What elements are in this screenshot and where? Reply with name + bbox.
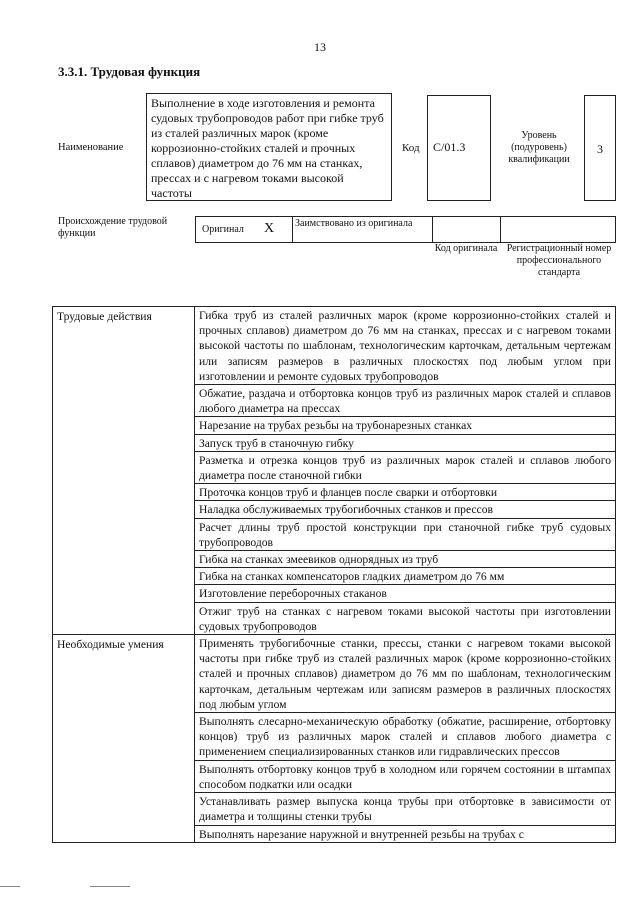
name-label: Наименование [58,142,124,153]
row-category [53,825,195,842]
section-title: 3.3.1. Трудовая функция [58,64,201,79]
code-value: C/01.3 [433,140,466,154]
row-category [53,484,195,501]
row-category [53,568,195,585]
divider [432,217,433,242]
row-description: Наладка обслуживаемых трубогибочных станков и прессов [195,501,616,518]
borrowed-label: Заимствовано из оригинала [295,218,413,229]
code-label: Код [402,142,420,154]
table-row [53,793,616,825]
row-description: Разметка и отрезка концов труб из различных марок сталей и сплавов любого диаметра после станочной гибки [195,451,616,483]
row-description: Выполнять нарезание наружной и внутренней резьбы на трубах с [195,825,616,842]
level-box [584,95,616,201]
table-row [53,451,616,483]
page-edge-mark [90,886,130,887]
row-category [53,434,195,451]
page-number: 13 [314,40,326,54]
table-row [53,602,616,634]
row-description: Гибка на станках компенсаторов гладких диаметром до 76 мм [195,568,616,585]
table-row [53,307,616,385]
row-description: Нарезание на трубах резьбы на трубонарезных станках [195,417,616,434]
table-row [53,568,616,585]
row-description: Гибка труб из сталей различных марок (кроме коррозионно-стойких сталей и прочных сплавов) диаметром до 76 мм на станках, прессах и с нагревом токами высокой частоты по шаблонам, технологическим карточкам, детальным чертежам или записям размеров в различных плоскостях под любым углом при изготовлении и ремонте судовых трубопроводов [195,307,616,385]
table-row [53,518,616,550]
row-description: Выполнять отбортовку концов труб в холодном или горячем состоянии в штампах способом подкатки или осадки [195,760,616,792]
table-row [53,760,616,792]
functions-table [52,306,616,843]
reg-caption: Регистрационный номер профессионального стандарта [506,243,612,278]
table-row [53,501,616,518]
code-box [427,95,491,201]
row-category [53,385,195,417]
code-caption: Код оригинала [434,243,498,254]
level-value: 3 [597,142,603,156]
row-description: Гибка на станках змеевиков однорядных из труб [195,551,616,568]
table-row [53,385,616,417]
table-row [53,713,616,761]
row-category [53,760,195,792]
row-category [53,417,195,434]
row-description: Расчет длины труб простой конструкции при станочной гибке труб судовых трубопроводов [195,518,616,550]
table-row [53,484,616,501]
table-row [53,551,616,568]
row-description: Выполнять слесарно-механическую обработку (обжатие, расширение, отбортовку концов) труб из различных марок сталей и сплавов любого диаметра с применением специализированных станков или гидравлических прессов [195,713,616,761]
original-mark: X [264,221,275,236]
row-category [53,713,195,761]
row-description: Запуск труб в станочную гибку [195,434,616,451]
table-row [53,635,616,713]
row-category [53,602,195,634]
table-row [53,434,616,451]
row-category [53,585,195,602]
table-row [53,417,616,434]
row-category [53,501,195,518]
row-description: Проточка концов труб и фланцев после сварки и отбортовки [195,484,616,501]
level-label: Уровень (подуровень) квалификации [508,130,570,165]
divider [500,217,501,242]
row-category [53,518,195,550]
original-cell [196,217,293,242]
table-row [53,585,616,602]
row-category: Трудовые действия [53,307,195,385]
row-description: Устанавливать размер выпуска конца трубы при отбортовке в зависимости от диаметра и толщины стенки трубы [195,793,616,825]
page-edge-mark [0,886,20,887]
function-name: Выполнение в ходе изготовления и ремонта судовых трубопроводов работ при гибке труб из сталей различных марок (кроме коррозионно-стойких сталей и прочных сплавов) диаметром до 76 мм на станках, прессах и с нагревом токами высокой частоты [151,96,384,200]
row-description: Обжатие, раздача и отбортовка концов труб из различных марок сталей и сплавов любого диаметра на прессах [195,385,616,417]
row-category: Необходимые умения [53,635,195,713]
row-description: Отжиг труб на станках с нагревом токами высокой частоты при изготовлении судовых трубопроводов [195,602,616,634]
origin-label: Происхождение трудовой функции [58,216,168,239]
row-category [53,451,195,483]
row-description: Применять трубогибочные станки, прессы, станки с нагревом токами высокой частоты при гибке труб из сталей различных марок (кроме коррозионно-стойких сталей и прочных сплавов) диаметром до 76 мм по шаблонам, технологическим карточкам, детальным чертежам или записям размеров в различных плоскостях под любым углом [195,635,616,713]
row-category [53,551,195,568]
function-name-box [146,93,392,201]
table-row [53,825,616,842]
row-category [53,793,195,825]
origin-table [195,216,616,243]
row-description: Изготовление переборочных стаканов [195,585,616,602]
original-label: Оригинал [202,224,244,235]
